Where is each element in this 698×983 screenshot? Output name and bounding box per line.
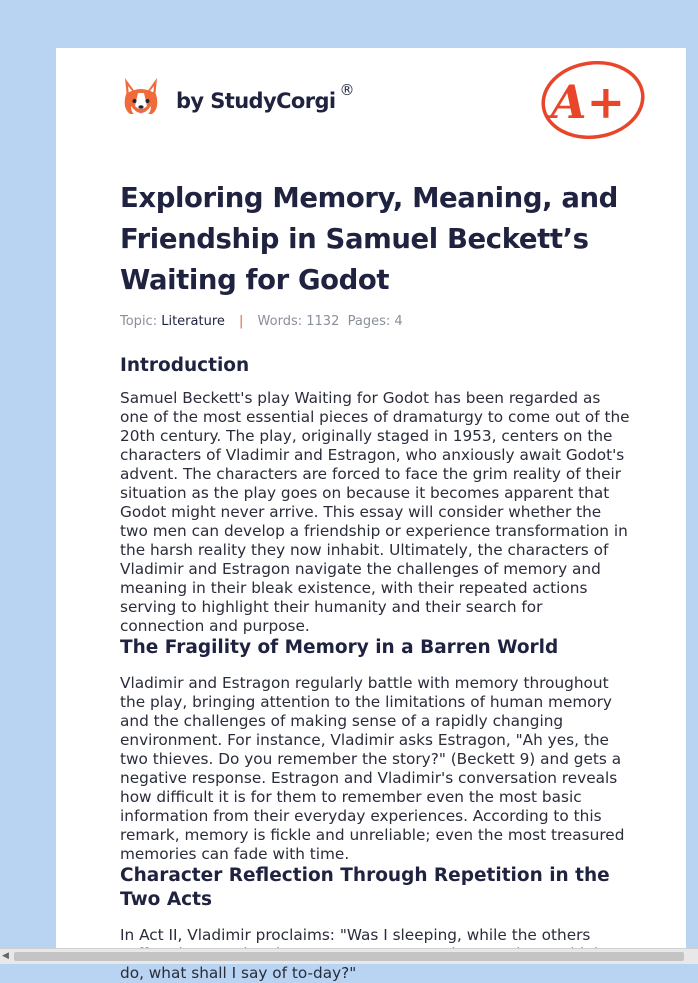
section-heading-memory: The Fragility of Memory in a Barren World xyxy=(120,637,559,658)
brand-name xyxy=(176,81,354,113)
pages-count: 4 xyxy=(394,314,403,329)
article-title: Exploring Memory, Meaning, and Friendship in Samuel Beckett’s Waiting for Godot xyxy=(120,182,618,296)
registered-mark: ® xyxy=(339,81,354,99)
section-heading-introduction: Introduction xyxy=(120,355,250,376)
grade-stamp xyxy=(538,58,648,140)
brand-name-text: by StudyCorgi xyxy=(176,89,336,113)
scroll-left-icon[interactable]: ◀ xyxy=(2,951,9,961)
document-page xyxy=(56,48,686,982)
topic-link[interactable]: Literature xyxy=(161,314,225,329)
meta-separator: | xyxy=(239,314,244,329)
brand-logo[interactable] xyxy=(122,76,354,120)
article-meta xyxy=(120,314,630,329)
words-label: Words: xyxy=(257,314,303,329)
words-count: 1132 xyxy=(306,314,340,329)
section-body-memory: Vladimir and Estragon regularly battle with memory throughout the play, bringing attention to the limitations of human memory and the challenges of making sense of a rapidly changing environment. For instance, Vladimir asks Estragon, "Ah yes, the two thieves. Do you remember the story?" (Beckett 9) and gets a negative response. Estragon and Vladimir's conversation reveals how difficult it is for them to remember even the most basic information from their everyday experiences. According to this remark, memory is fickle and unreliable; even the most treasured memories can fade with time. xyxy=(120,674,625,863)
topic-label: Topic: xyxy=(120,314,158,329)
grade-value: A+ xyxy=(550,75,626,129)
section-body-repetition: In Act II, Vladimir proclaims: "Was I sleeping, while the others do, what shall I say of to-day?" xyxy=(120,926,591,982)
horizontal-scrollbar[interactable] xyxy=(0,948,698,964)
section-body-introduction: Samuel Beckett's play Waiting for Godot has been regarded as one of the most essential pieces of dramaturgy to come out of the 20th century. The play, originally staged in 1953, centers on the characters of Vladimir and Estragon, who anxiously await Godot's advent. The characters are forced to face the grim reality of their situation as the play goes on because it becomes apparent that Godot might never arrive. This essay will consider whether the two men can develop a friendship or experience transformation in the harsh reality they now inhabit. Ultimately, the characters of Vladimir and Estragon navigate the challenges of memory and meaning in their bleak existence, with their repeated actions serving to highlight their humanity and their search for connection and purpose. xyxy=(120,389,630,635)
article xyxy=(120,178,630,983)
section-heading-repetition: Character Reflection Through Repetition in the Two Acts xyxy=(120,865,610,910)
corgi-icon xyxy=(122,76,160,120)
scrollbar-thumb[interactable] xyxy=(14,952,684,961)
pages-label: Pages: xyxy=(347,314,391,329)
